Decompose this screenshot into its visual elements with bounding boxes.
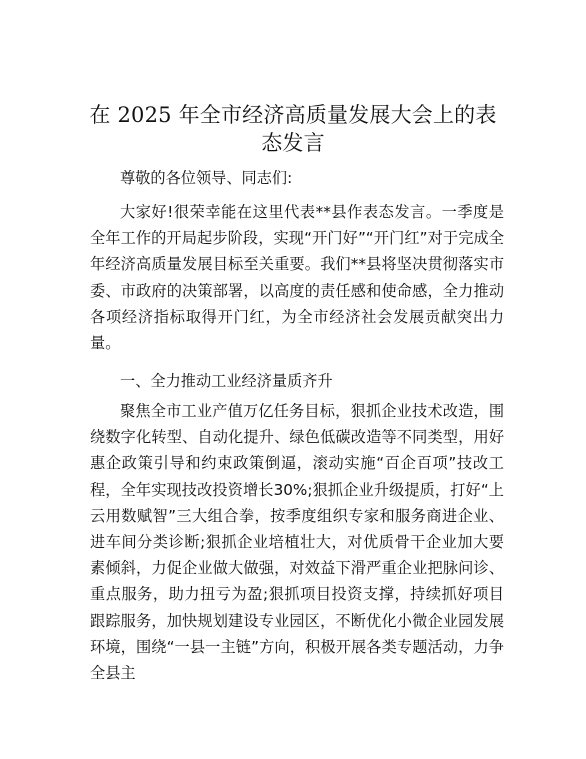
greeting: 尊敬的各位领导、同志们: <box>120 169 293 187</box>
section-heading: 一、全力推动工业经济量质齐升 <box>120 372 333 390</box>
section-paragraph: 聚焦全市工业产值万亿任务目标，狠抓企业技术改造，围绕数字化转型、自动化提升、绿色低碳改造等不同类型，用好惠企政策引导和约束政策倒逼，滚动实施“百企百项”技改工程，全年实现技改投资增长30%;狠抓企业升级提质，打好“上云用数赋智”三大组合拳，按季度组织专家和服务商进企业、进车间分类诊断;狠抓企业培植壮大，对优质骨干企业加大要素倾斜，力促企业做大做强，对效益下滑严重企业把脉问诊、重点服务，助力扭亏为盈;狠抓项目投资支撑，持续抓好项目跟踪服务，加快规划建设专业园区，不断优化小微企业园发展环境，围绕“一县一主链”方向，积极开展各类专题活动，力争全县主 <box>90 402 504 683</box>
paragraph-intro: 大家好!很荣幸能在这里代表**县作表态发言。一季度是全年工作的开局起步阶段，实现“开门好”“开门红”对于完成全年经济高质量发展目标至关重要。我们**县将坚决贯彻落实市委、市政府的决策部署，以高度的责任感和使命感，全力推动各项经济指标取得开门红，为全市经济社会发展贡献突出力量。 <box>90 203 504 353</box>
document-title: 在 2025 年全市经济高质量发展大会上的表态发言 <box>89 103 497 155</box>
